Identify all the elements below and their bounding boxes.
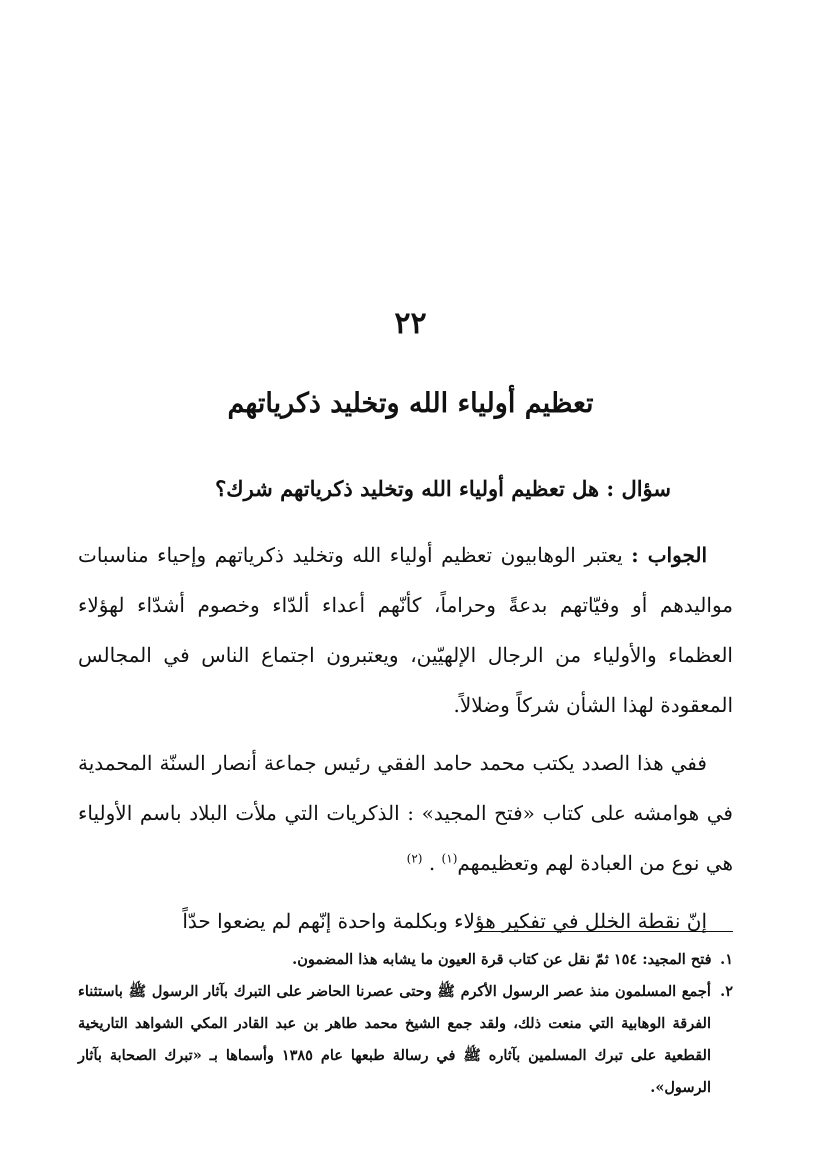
footnote-ref-1[interactable]: (١) [441,851,458,866]
question-heading: سؤال : هل تعظيم أولياء الله وتخليد ذكرياتهم شرك؟ [215,476,671,501]
continuation-text: إنّ نقطة الخلل في تفكير هؤلاء وبكلمة واحدة إنّهم لم يضعوا حدّاً [182,909,707,933]
body-text [78,530,733,946]
footnote-number: ٢. [720,983,733,1000]
footnote-1 [78,944,733,976]
ref-separator: . [422,851,442,875]
answer-paragraph [78,530,733,730]
footnote-divider [475,931,733,932]
continuation-paragraph [78,896,733,946]
footnote-text: فتح المجيد: ١٥٤ ثمّ نقل عن كتاب قرة العيون ما يشابه هذا المضمون. [292,951,712,968]
footnotes [78,944,733,1104]
footnote-2 [78,976,733,1104]
chapter-title: تعظيم أولياء الله وتخليد ذكرياتهم [227,388,594,419]
footnote-number: ١. [720,951,733,968]
footnote-text: أجمع المسلمون منذ عصر الرسول الأكرم ﷺ وحتى عصرنا الحاضر على التبرك بآثار الرسول ﷺ باستثناء الفرقة الوهابية التي منعت ذلك، ولقد جمع الشيخ محمد طاهر بن عبد القادر المكي الشواهد التاريخية القطعية على تبرك المسلمين بآثاره ﷺ في رسالة طبعها عام ١٣٨٥ وأسماها بـ «تبرك الصحابة بآثار الرسول». [78,983,711,1096]
footnote-ref-2[interactable]: (٢) [406,851,423,866]
quote-paragraph [78,738,733,888]
chapter-number: ٢٢ [394,306,427,341]
quote-text: ففي هذا الصدد يكتب محمد حامد الفقي رئيس جماعة أنصار السنّة المحمدية في هوامشه على كتاب «فتح المجيد» : الذكريات التي ملأت البلاد باسم الأولياء هي نوع من العبادة لهم وتعظيمهم [78,751,733,875]
answer-label: الجواب : [631,543,708,567]
answer-text: يعتبر الوهابيون تعظيم أولياء الله وتخليد ذكرياتهم وإحياء مناسبات مواليدهم أو وفيّاتهم بدعةً وحراماً، كأنّهم أعداء ألدّاء وخصوم أشدّاء لهؤلاء العظماء والأولياء من الرجال الإلهيّين، ويعتبرون اجتماع الناس في المجالس المعقودة لهذا الشأن شركاً وضلالاً. [78,543,733,717]
